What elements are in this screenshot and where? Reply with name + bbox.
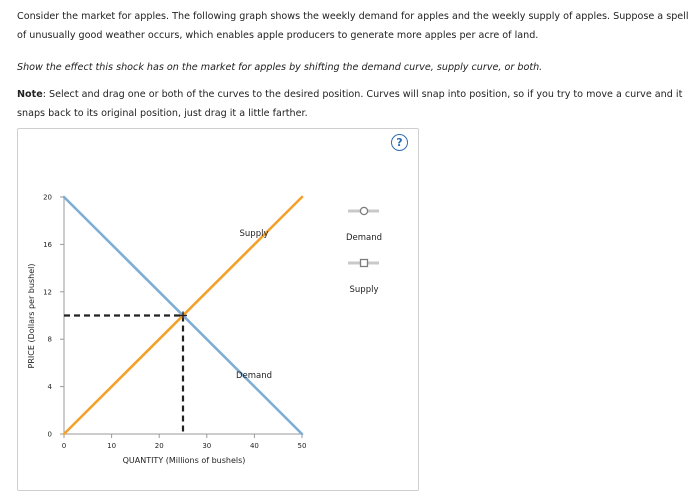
note-label: Note [17, 89, 43, 100]
legend-supply-label: Supply [349, 285, 379, 295]
note-text: : Select and drag one or both of the curves to the desired position. Curves will snap into position, so if you try to move a curve and it snaps back to its original position, just drag it a little farther. [17, 89, 683, 119]
x-tick-label: 20 [154, 442, 164, 450]
supply-curve-label: Supply [239, 229, 269, 239]
x-tick-label: 50 [297, 442, 307, 450]
circle-marker-icon [360, 207, 367, 214]
x-tick-label: 30 [202, 442, 212, 450]
help-icon[interactable]: ? [391, 134, 408, 151]
x-axis-title: QUANTITY (Millions of bushels) [122, 456, 246, 465]
legend-demand-label: Demand [345, 233, 383, 243]
y-tick-label: 16 [43, 240, 52, 249]
y-ticks [43, 194, 64, 439]
demand-curve-label: Demand [235, 371, 273, 381]
y-tick-label: 20 [43, 193, 52, 202]
x-tick-label: 10 [107, 442, 117, 450]
square-marker-icon [361, 260, 368, 267]
x-tick-label: 0 [61, 442, 67, 450]
y-tick-label: 8 [47, 335, 52, 344]
legend-supply-tool[interactable] [348, 260, 379, 296]
legend-demand-tool[interactable] [346, 207, 382, 243]
x-ticks [62, 434, 307, 450]
y-axis-title: PRICE (Dollars per bushel) [27, 263, 36, 369]
y-tick-label: 12 [43, 288, 52, 297]
task-paragraph: Show the effect this shock has on the market for apples by shifting the demand curve, supply curve, or both. [17, 62, 543, 73]
y-tick-label: 4 [47, 383, 52, 392]
intro-paragraph: Consider the market for apples. The following graph shows the weekly demand for apples and the weekly supply of apples. Suppose a spell of unusually good weather occurs, which enables apple producers to generate more apples per acre of land. [17, 11, 689, 41]
x-tick-label: 40 [249, 442, 259, 450]
y-tick-label: 0 [47, 430, 52, 439]
